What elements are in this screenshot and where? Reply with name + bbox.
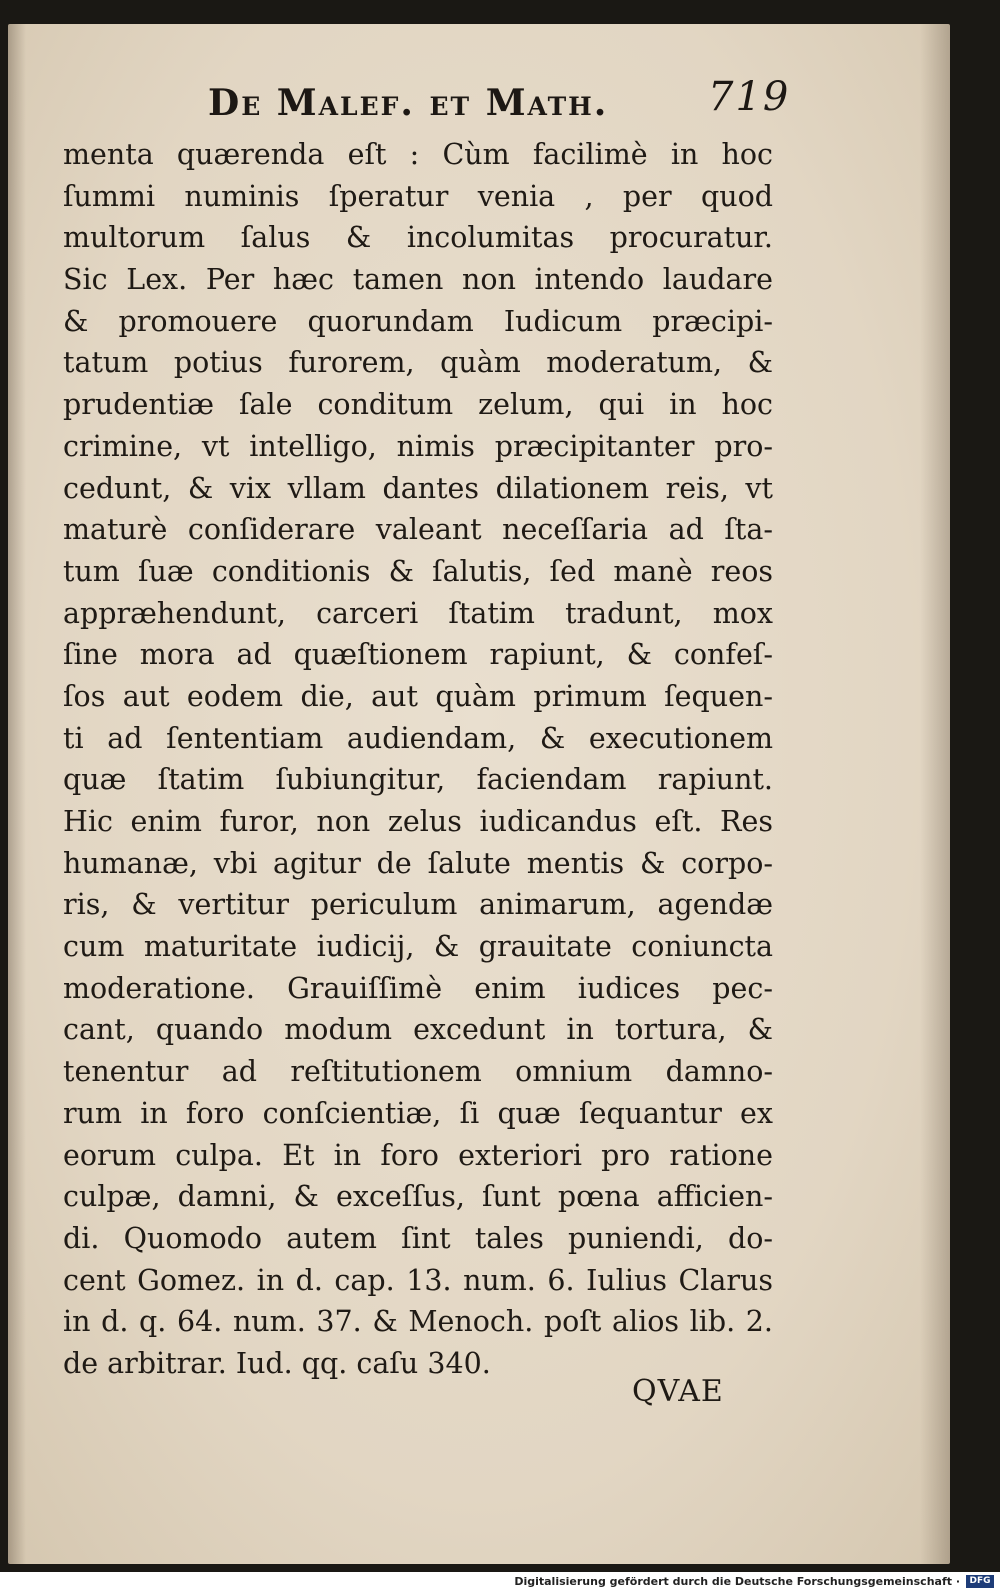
gutter-shadow (8, 24, 26, 1564)
text-line: cedunt, & vix vllam dantes dilationem reis, vt (63, 471, 773, 505)
running-title: De Malef. et Math. (208, 82, 609, 124)
text-line: crimine, vt intelligo, nimis præcipitanter pro- (63, 429, 773, 463)
text-line: cent Gomez. in d. cap. 13. num. 6. Iulius Clarus (63, 1263, 773, 1297)
text-line: culpæ, damni, & exceſſus, ſunt pœna afficien- (63, 1180, 773, 1214)
body-text (63, 134, 773, 1385)
text-line: prudentiæ ſale conditum zelum, qui in hoc (63, 388, 773, 422)
page-number: 719 (708, 74, 791, 120)
digitization-footer (0, 1572, 1000, 1592)
text-line-last: de arbitrar. Iud. qq. caſu 340. (63, 1346, 491, 1380)
text-line: moderatione. Grauiſſimè enim iudices pec- (63, 971, 773, 1005)
running-head (208, 74, 791, 134)
text-line: cum maturitate iudicij, & grauitate coniuncta (63, 930, 773, 964)
book-page (8, 24, 950, 1564)
text-line: rum in foro conſcientiæ, ſi quæ ſequantur ex (63, 1096, 773, 1130)
text-line: di. Quomodo autem ſint tales puniendi, do- (63, 1221, 773, 1255)
text-line: tenentur ad reſtitutionem omnium damno- (63, 1055, 773, 1089)
catchword: QVAE (632, 1374, 724, 1409)
text-line: quæ ſtatim ſubiungitur, faciendam rapiunt. (63, 763, 773, 797)
text-line: multorum ſalus & incolumitas procuratur. (63, 221, 773, 255)
text-line: in d. q. 64. num. 37. & Menoch. poſt alios lib. 2. (63, 1305, 773, 1339)
text-line: cant, quando modum excedunt in tortura, & (63, 1013, 773, 1047)
dfg-logo: DFG (966, 1575, 994, 1588)
text-line: ſine mora ad quæſtionem rapiunt, & confeſ- (63, 638, 773, 672)
text-line: maturè conſiderare valeant neceſſaria ad ſta- (63, 513, 773, 547)
text-line: tum ſuæ conditionis & ſalutis, ſed manè reos (63, 554, 773, 588)
text-line: appræhendunt, carceri ſtatim tradunt, mox (63, 596, 773, 630)
text-line: ſummi numinis ſperatur venia , per quod (63, 179, 773, 213)
page-content (8, 24, 950, 1564)
text-line: humanæ, vbi agitur de ſalute mentis & corpo- (63, 846, 773, 880)
page-edge-shadow (920, 24, 950, 1564)
text-line: eorum culpa. Et in foro exteriori pro ratione (63, 1138, 773, 1172)
text-line: Sic Lex. Per hæc tamen non intendo laudare (63, 263, 773, 297)
text-line: ris, & vertitur periculum animarum, agendæ (63, 888, 773, 922)
text-line: ſos aut eodem die, aut quàm primum ſequen- (63, 679, 773, 713)
text-line: menta quærenda eſt : Cùm facilimè in hoc (63, 138, 773, 171)
text-line: tatum potius furorem, quàm moderatum, & (63, 346, 773, 380)
text-line: Hic enim furor, non zelus iudicandus eſt. Res (63, 805, 773, 838)
footer-credit: Digitalisierung gefördert durch die Deutsche Forschungsgemeinschaft · (514, 1575, 960, 1588)
text-line: & promouere quorundam Iudicum præcipi- (63, 304, 773, 338)
text-line: ti ad ſententiam audiendam, & executionem (63, 721, 773, 755)
